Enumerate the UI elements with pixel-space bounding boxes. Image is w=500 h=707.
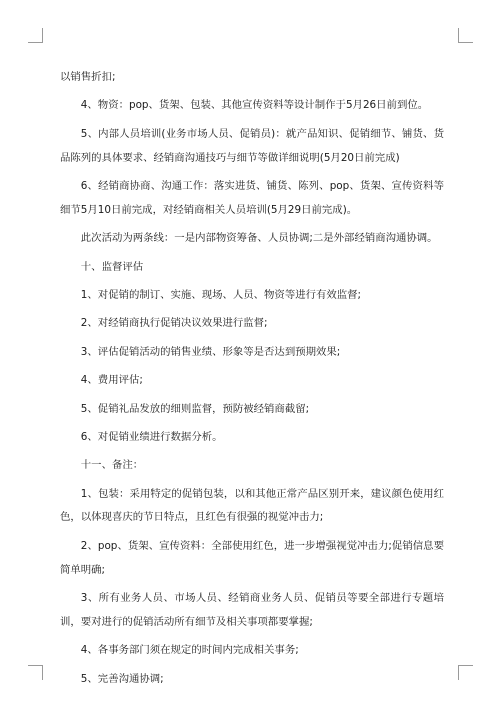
crop-mark-top-left xyxy=(28,28,43,43)
document-body xyxy=(60,66,444,696)
list-item-notes-4: 4、各事务部门须在规定的时间内完成相关事务; xyxy=(80,644,299,657)
list-item-supervision-6: 6、对促销业绩进行数据分析。 xyxy=(80,430,223,443)
list-item-notes-5: 5、完善沟通协调; xyxy=(80,672,164,685)
list-item-notes-3: 3、所有业务人员、市场人员、经销商业务人员、促销员等要全部进行专题培训，要对进行的促销活动所有细节及相关事项都要掌握; xyxy=(60,592,444,628)
crop-mark-bottom-left xyxy=(28,665,43,680)
paragraph-dealer-negotiation: 6、经销商协商、沟通工作：落实进货、铺货、陈列、pop、货架、宣传资料等细节5月10日前完成，对经销商相关人员培训(5月29日前完成)。 xyxy=(60,179,444,216)
crop-mark-bottom-right xyxy=(458,665,473,680)
paragraph-materials: 4、物资：pop、货架、包装、其他宣传资料等设计制作于5月26日前到位。 xyxy=(80,99,429,112)
list-item-supervision-3: 3、评估促销活动的销售业绩、形象等是否达到预期效果; xyxy=(80,345,341,358)
crop-mark-top-right xyxy=(458,28,473,43)
list-item-supervision-5: 5、促销礼品发放的细则监督，预防被经销商截留; xyxy=(80,402,310,415)
paragraph-two-lines: 此次活动为两条线：一是内部物资筹备、人员协调;二是外部经销商沟通协调。 xyxy=(80,232,438,245)
list-item-supervision-2: 2、对经销商执行促销决议效果进行监督; xyxy=(80,317,268,330)
paragraph-internal-training: 5、内部人员培训(业务市场人员、促销员)：就产品知识、促销细节、铺货、货品陈列的具体要求、经销商沟通技巧与细节等做详细说明(5月20日前完成) xyxy=(60,127,444,164)
list-item-supervision-1: 1、对促销的制订、实施、现场、人员、物资等进行有效监督; xyxy=(80,288,362,301)
list-item-notes-1: 1、包装：采用特定的促销包装，以和其他正常产品区别开来，建议颜色使用红色，以体现喜庆的节日特点，且红色有很强的视觉冲击力; xyxy=(60,487,444,524)
list-item-supervision-4: 4、费用评估; xyxy=(80,374,143,387)
paragraph-discount-continued: 以销售折扣; xyxy=(60,71,116,83)
section-heading-supervision: 十、监督评估 xyxy=(80,260,144,273)
section-heading-notes: 十一、备注： xyxy=(80,459,144,472)
list-item-notes-2: 2、pop、货架、宣传资料：全部使用红色，进一步增强视觉冲击力;促销信息要简单明确; xyxy=(60,539,444,576)
